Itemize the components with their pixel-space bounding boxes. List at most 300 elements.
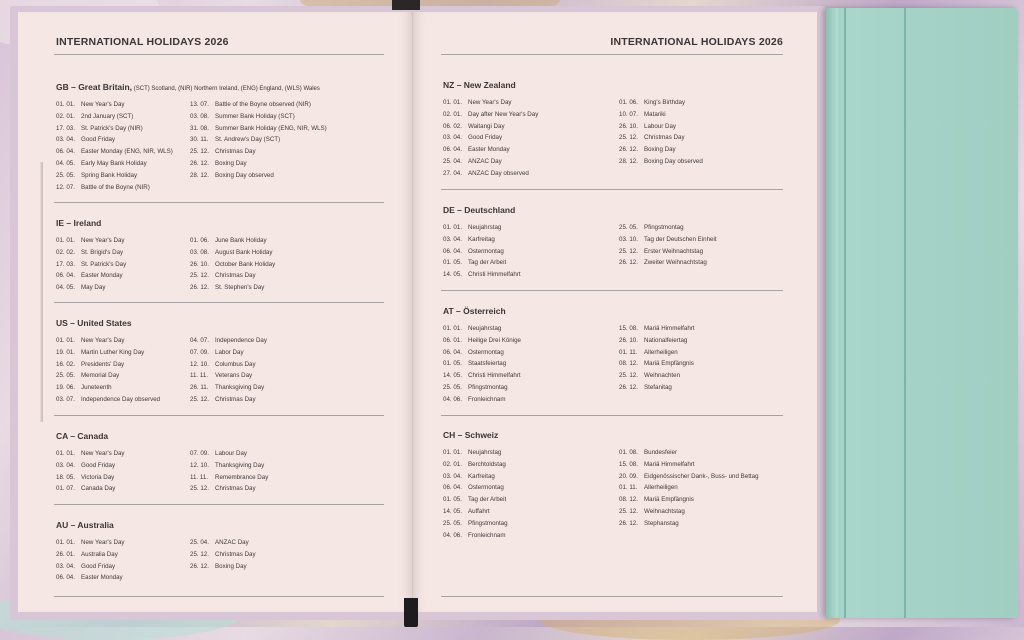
holiday-row [190,247,275,259]
holiday-date: 01. 01. [443,325,462,332]
holiday-row [56,370,160,382]
holiday-date: 06. 04. [56,574,75,582]
holiday-row [619,234,717,246]
holiday-date: 12. 10. [190,360,209,368]
holiday-column [190,537,256,572]
holiday-column [619,323,695,394]
holiday-name: ANZAC Day [468,157,502,165]
holiday-row [56,170,173,182]
holiday-row [443,518,508,530]
holiday-name: Columbus Day [215,360,256,368]
holiday-row [443,121,538,133]
holiday-name: Zweiter Weihnachtstag [644,259,707,267]
holiday-row [56,359,160,371]
holiday-date: 01. 06. [619,99,638,106]
holiday-date: 15. 08. [619,325,638,332]
holiday-row [619,121,703,133]
cover-flap[interactable] [826,8,1018,618]
holiday-row [56,549,124,561]
country-name: US – United States [56,318,132,328]
holiday-name: Good Friday [81,461,116,469]
holiday-column [56,537,124,584]
holiday-date: 06. 04. [56,148,75,156]
holiday-date: 25. 12. [190,395,209,403]
holiday-name: New Year's Day [468,99,512,106]
holiday-name: Christmas Day [215,550,256,558]
section-title [56,520,114,530]
section-rule [54,302,384,303]
holiday-date: 25. 04. [443,157,462,165]
holiday-date: 06. 04. [443,146,462,154]
holiday-name: Pfingstmontag [468,519,508,527]
holiday-name: Thanksgiving Day [215,384,265,392]
section-title [56,218,101,228]
holiday-section [56,318,267,403]
holiday-name: Allerheiligen [644,484,678,492]
holiday-row [443,459,508,471]
holiday-date: 28. 12. [619,157,638,165]
holiday-name: Summer Bank Holiday (ENG, NIR, WLS) [215,124,327,132]
holiday-name: Boxing Day observed [644,157,703,165]
holiday-date: 25. 12. [619,507,638,515]
holiday-row [56,382,160,394]
holiday-name: Boxing Day observed [215,171,274,179]
holiday-name: Good Friday [468,134,503,142]
holiday-row [190,472,268,484]
holiday-row [619,494,759,506]
holiday-row [443,358,521,370]
holiday-name: New Year's Day [81,450,125,457]
holiday-row [56,335,160,347]
holiday-date: 11. 11. [190,473,209,481]
section-title [443,205,515,215]
holiday-name: Stephanstag [644,519,679,527]
holiday-name: Erster Weihnachtstag [644,247,704,255]
holiday-name: Labor Day [215,348,244,356]
holiday-date: 03. 04. [443,235,462,243]
holiday-row [190,282,275,294]
holiday-date: 01. 06. [190,237,209,244]
holiday-date: 04. 05. [56,284,75,292]
holiday-date: 02. 01. [443,110,462,118]
holiday-name: Bundesfeier [644,449,678,456]
header-rule [54,54,384,55]
flap-fold-line [904,8,906,618]
holiday-row [619,347,695,359]
holiday-date: 06. 04. [443,247,462,255]
holiday-name: Matariki [644,110,666,118]
holiday-row [56,347,160,359]
holiday-section [443,306,695,403]
holiday-section [56,431,269,493]
page-header-right: INTERNATIONAL HOLIDAYS 2026 [610,36,783,48]
holiday-name: Juneteenth [81,384,112,392]
holiday-date: 03. 08. [190,112,209,120]
holiday-column [56,448,124,495]
holiday-row [56,572,124,584]
holiday-row [443,482,508,494]
holiday-section [56,218,276,292]
holiday-name: Fronleichnam [468,531,506,539]
flap-edge [826,8,838,618]
section-title [56,82,320,92]
holiday-date: 14. 05. [443,507,462,515]
holiday-name: Mariä Himmelfahrt [644,460,695,468]
right-page [413,12,817,612]
holiday-row [190,394,267,406]
holiday-row [190,549,256,561]
holiday-date: 26. 12. [619,259,638,267]
holiday-name: Allerheiligen [644,348,678,356]
holiday-date: 26. 10. [619,122,638,130]
holiday-name: Nationalfeiertag [644,336,688,344]
holiday-row [190,99,327,111]
section-title [443,80,516,90]
holiday-date: 17. 03. [56,260,75,268]
holiday-date: 25. 12. [190,485,209,493]
page-edge-stack [40,162,43,422]
holiday-row [443,471,508,483]
holiday-name: Summer Bank Holiday (SCT) [215,112,295,120]
holiday-row [619,144,703,156]
region-legend: (SCT) Scotland, (NIR) Northern Ireland, (ENG) England, (WLS) Wales [132,86,320,92]
holiday-date: 02. 02. [56,248,75,256]
holiday-date: 12. 10. [190,461,209,469]
section-rule [441,596,783,597]
holiday-name: New Year's Day [81,101,125,108]
holiday-name: Fronleichnam [468,395,506,403]
holiday-date: 26. 10. [619,336,638,344]
holiday-section [443,430,759,539]
section-rule [441,189,783,190]
holiday-name: Christmas Day [215,485,256,493]
section-rule [54,596,384,597]
holiday-row [443,109,538,121]
holiday-column [443,447,508,541]
holiday-name: Australia Day [81,550,118,558]
holiday-name: Thanksgiving Day [215,461,265,469]
holiday-row [190,347,267,359]
holiday-date: 01. 01. [443,449,462,456]
holiday-name: ANZAC Day [215,539,249,546]
holiday-date: 25. 12. [190,550,209,558]
holiday-date: 19. 01. [56,348,75,356]
holiday-name: Neujahrstag [468,449,502,456]
holiday-name: Battle of the Boyne observed (NIR) [215,101,311,108]
holiday-name: Labour Day [644,122,676,130]
holiday-row [56,123,173,135]
holiday-row [443,97,538,109]
holiday-date: 30. 11. [190,136,209,144]
holiday-column [619,97,703,168]
holiday-row [443,156,538,168]
holiday-name: Victoria Day [81,473,115,481]
holiday-row [443,144,538,156]
holiday-name: Tag der Arbeit [468,259,507,267]
holiday-name: October Bank Holiday [215,260,276,268]
holiday-row [619,506,759,518]
holiday-row [56,448,124,460]
holiday-name: Christi Himmelfahrt [468,372,521,380]
holiday-name: Remembrance Day [215,473,269,481]
section-rule [54,415,384,416]
holiday-date: 25. 12. [619,134,638,142]
holiday-name: Christmas Day [215,395,256,403]
country-name: CA – Canada [56,431,109,441]
holiday-date: 26. 12. [190,159,209,167]
holiday-date: 01. 05. [443,259,462,267]
holiday-name: Ostermontag [468,484,504,492]
section-title [443,430,498,440]
holiday-date: 01. 01. [56,539,75,546]
holiday-name: Independence Day observed [81,395,161,403]
holiday-section [443,80,703,177]
holiday-row [190,460,268,472]
holiday-date: 16. 02. [56,360,75,368]
holiday-name: Karfreitag [468,235,495,243]
holiday-column [190,448,268,495]
section-rule [441,290,783,291]
holiday-date: 26. 12. [619,383,638,391]
holiday-date: 11. 11. [190,372,209,380]
holiday-date: 20. 09. [619,472,638,480]
holiday-row [190,561,256,573]
holiday-name: Mariä Empfängnis [644,496,694,504]
holiday-date: 01. 01. [443,99,462,106]
holiday-date: 25. 05. [443,383,462,391]
holiday-row [56,182,173,194]
holiday-date: 01. 11. [619,484,638,492]
holiday-row [56,99,173,111]
holiday-section [56,82,327,191]
holiday-row [190,483,268,495]
holiday-name: Staatsfeiertag [468,360,507,368]
holiday-row [443,494,508,506]
holiday-name: New Year's Day [81,337,125,344]
section-rule [441,415,783,416]
holiday-date: 06. 04. [443,484,462,492]
holiday-column [443,323,521,406]
section-title [443,306,506,316]
flap-fold-line [844,8,846,618]
holiday-date: 25. 05. [56,372,75,380]
holiday-date: 01. 08. [619,449,638,456]
holiday-name: Tag der Deutschen Einheit [644,235,717,243]
holiday-row [619,382,695,394]
holiday-row [619,257,717,269]
holiday-name: Canada Day [81,485,116,493]
holiday-name: June Bank Holiday [215,237,267,244]
holiday-row [56,235,126,247]
holiday-name: New Year's Day [81,237,125,244]
holiday-date: 01. 01. [56,337,75,344]
holiday-name: August Bank Holiday [215,248,273,256]
holiday-date: 03. 04. [56,562,75,570]
holiday-row [443,257,521,269]
holiday-date: 14. 05. [443,271,462,279]
holiday-date: 31. 08. [190,124,209,132]
holiday-row [443,506,508,518]
holiday-date: 06. 02. [443,122,462,130]
holiday-date: 26. 11. [190,384,209,392]
holiday-date: 04. 05. [56,159,75,167]
holiday-row [56,460,124,472]
holiday-date: 13. 07. [190,101,209,108]
section-title [56,431,108,441]
holiday-column [619,447,759,530]
holiday-date: 06. 04. [56,272,75,280]
holiday-date: 25. 12. [619,247,638,255]
holiday-row [56,158,173,170]
holiday-row [443,370,521,382]
holiday-date: 08. 12. [619,360,638,368]
holiday-row [190,335,267,347]
holiday-name: New Year's Day [81,539,125,546]
holiday-name: St. Andrew's Day (SCT) [215,136,281,144]
holiday-date: 25. 05. [619,224,638,231]
holiday-date: 28. 12. [190,171,209,179]
holiday-name: Ostermontag [468,247,504,255]
holiday-name: Waitangi Day [468,122,505,130]
country-name: DE – Deutschland [443,205,516,215]
holiday-name: Eidgenössischer Dank-, Buss- und Bettag [644,472,759,480]
holiday-row [190,370,267,382]
holiday-row [56,394,160,406]
holiday-date: 10. 07. [619,110,638,118]
holiday-section [56,520,256,582]
holiday-name: Christmas Day [215,148,256,156]
holiday-name: Independence Day [215,337,267,344]
holiday-name: Boxing Day [215,159,247,167]
page-header-left: INTERNATIONAL HOLIDAYS 2026 [56,36,229,48]
holiday-row [443,382,521,394]
holiday-name: Early May Bank Holiday [81,159,147,167]
holiday-column [443,222,521,281]
holiday-name: Good Friday [81,136,116,144]
holiday-date: 26. 10. [190,260,209,268]
holiday-row [443,234,521,246]
holiday-name: St. Brigid's Day [81,248,124,256]
holiday-row [443,323,521,335]
holiday-date: 04. 07. [190,337,209,344]
section-rule [54,202,384,203]
holiday-row [443,222,521,234]
holiday-row [56,472,124,484]
holiday-row [619,459,759,471]
holiday-row [443,394,521,406]
holiday-date: 25. 04. [190,539,209,546]
holiday-row [443,347,521,359]
holiday-column [190,235,275,294]
holiday-name: Pfingstmontag [468,383,508,391]
country-name: IE – Ireland [56,218,102,228]
holiday-row [190,170,327,182]
holiday-date: 26. 12. [190,284,209,292]
holiday-row [619,471,759,483]
holiday-row [56,282,126,294]
holiday-date: 01. 01. [443,224,462,231]
holiday-name: Easter Monday [81,574,123,582]
header-rule [441,54,783,55]
holiday-row [443,530,508,542]
holiday-date: 06. 01. [443,336,462,344]
holiday-column [56,99,173,193]
holiday-row [190,146,327,158]
holiday-row [56,247,126,259]
holiday-row [190,537,256,549]
holiday-date: 18. 05. [56,473,75,481]
holiday-row [619,132,703,144]
holiday-row [190,359,267,371]
holiday-row [619,518,759,530]
holiday-row [56,146,173,158]
spine-headband [392,0,420,10]
holiday-row [619,246,717,258]
country-name: CH – Schweiz [443,430,499,440]
holiday-date: 25. 12. [190,148,209,156]
holiday-date: 25. 05. [56,171,75,179]
holiday-name: Christi Himmelfahrt [468,271,521,279]
holiday-date: 26. 12. [619,146,638,154]
holiday-column [443,97,538,180]
holiday-name: Easter Monday [468,146,510,154]
holiday-name: Heilige Drei Könige [468,336,521,344]
holiday-date: 02. 01. [56,112,75,120]
holiday-name: St. Stephen's Day [215,284,265,292]
holiday-name: Veterans Day [215,372,253,380]
holiday-name: St. Patrick's Day [81,260,127,268]
holiday-row [190,448,268,460]
holiday-date: 25. 05. [443,519,462,527]
holiday-row [619,222,717,234]
bookmark-ribbon[interactable] [404,598,418,627]
holiday-name: Christmas Day [215,272,256,280]
holiday-date: 01. 01. [56,450,75,457]
holiday-date: 03. 08. [190,248,209,256]
holiday-name: Labour Day [215,450,247,457]
holiday-name: 2nd January (SCT) [81,112,134,120]
holiday-name: Good Friday [81,562,116,570]
holiday-row [56,270,126,282]
holiday-name: Battle of the Boyne (NIR) [81,183,150,191]
holiday-row [190,158,327,170]
holiday-name: Martin Luther King Day [81,348,145,356]
holiday-date: 06. 04. [443,348,462,356]
holiday-name: Boxing Day [215,562,247,570]
holiday-date: 25. 12. [619,372,638,380]
holiday-name: St. Patrick's Day (NIR) [81,124,143,132]
holiday-row [56,537,124,549]
holiday-name: Ostermontag [468,348,504,356]
country-name: GB – Great Britain, [56,82,133,92]
holiday-row [56,111,173,123]
holiday-name: Tag der Arbeit [468,496,507,504]
holiday-name: Stefanitag [644,383,672,391]
holiday-column [56,235,126,294]
holiday-date: 01. 05. [443,360,462,368]
holiday-name: Spring Bank Holiday [81,171,138,179]
holiday-name: Christmas Day [644,134,685,142]
holiday-column [190,335,267,406]
country-name: NZ – New Zealand [443,80,516,90]
section-title [56,318,132,328]
holiday-row [619,358,695,370]
holiday-date: 25. 12. [190,272,209,280]
holiday-date: 01. 01. [56,237,75,244]
holiday-name: Weihnachtstag [644,507,685,515]
holiday-date: 12. 07. [56,183,75,191]
holiday-name: Memorial Day [81,372,120,380]
